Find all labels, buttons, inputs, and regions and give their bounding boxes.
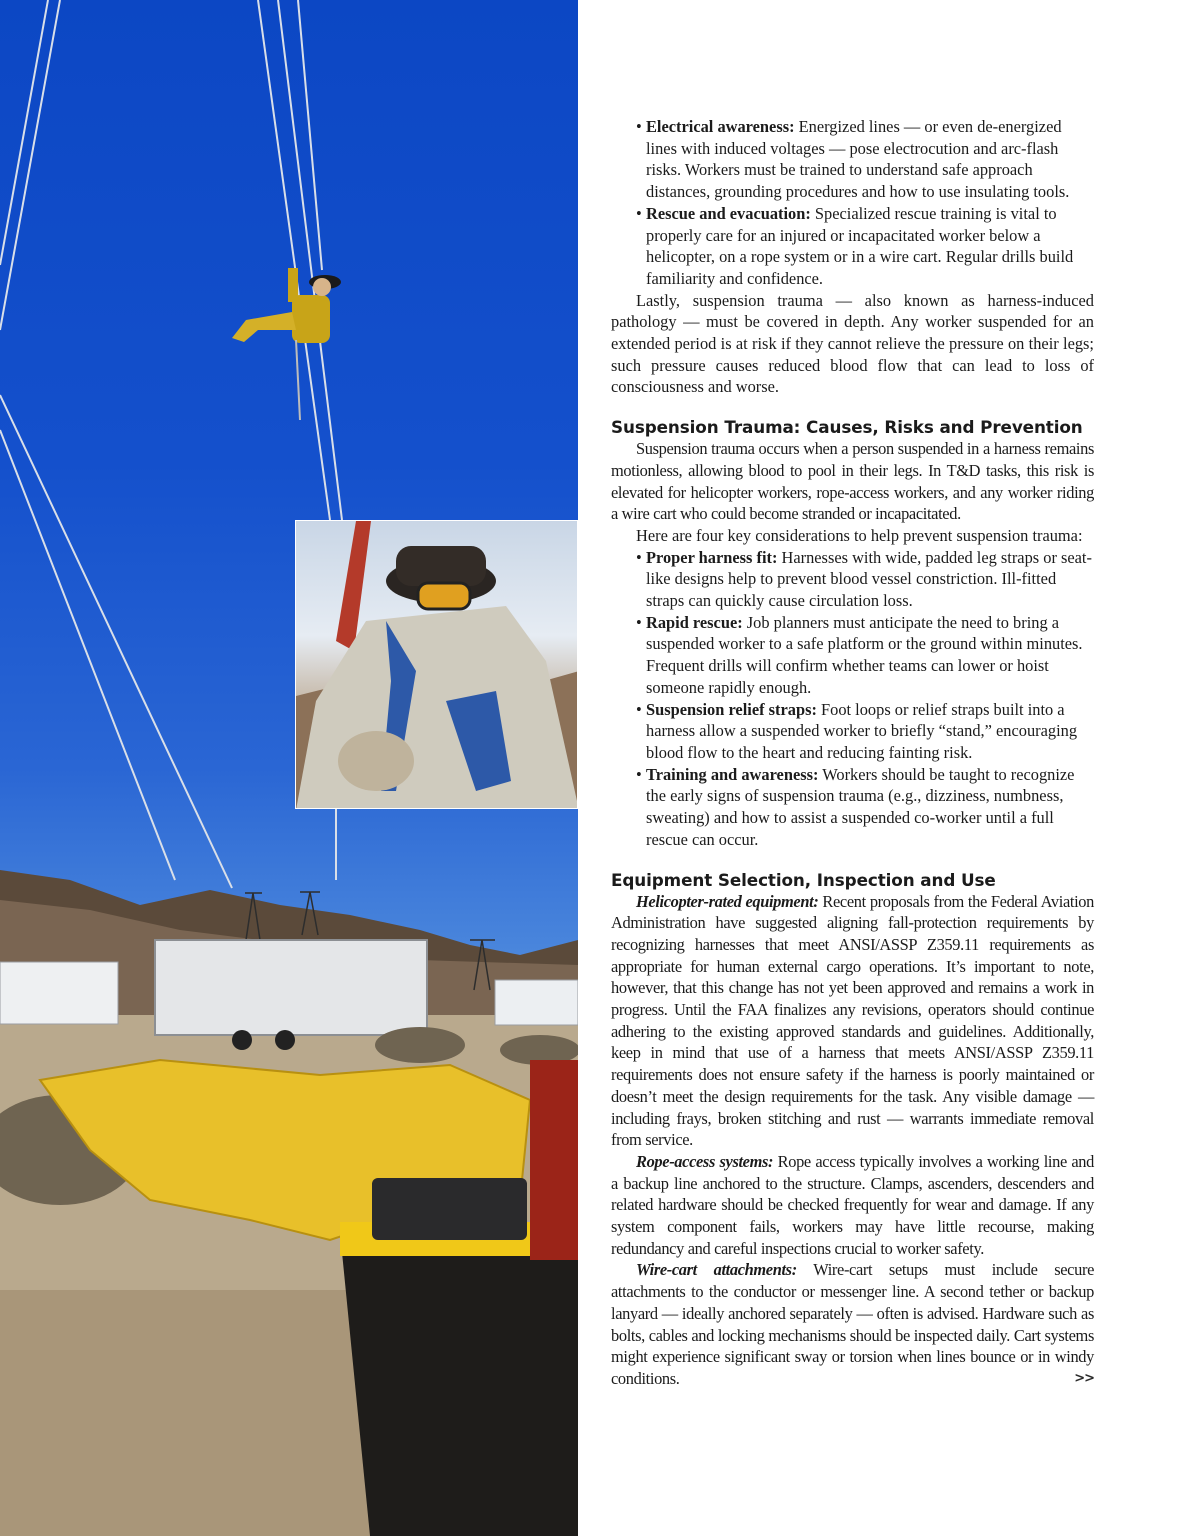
bullet-list-top [611, 116, 1094, 290]
text-rope-access: Rope access typically involves a working line and a backup line anchored to the structure. Clamps, ascenders, descenders and related hardware should be checked frequently for wear and damage. If any system component fails, workers may have little recourse, making redundancy and careful inspections crucial to worker safety. [611, 1151, 1094, 1258]
bullet-suspension-relief-straps [611, 699, 1094, 764]
bullet-label: Proper harness fit: [646, 547, 778, 567]
last-paragraph-row [611, 1259, 1094, 1389]
lead-wire-cart: Wire-cart attachments: [636, 1260, 797, 1280]
section-heading-equipment: Equipment Selection, Inspection and Use [611, 869, 996, 890]
paragraph-wire-cart [611, 1259, 1094, 1389]
glove [338, 731, 414, 791]
bullet-text: Energized lines — or even de-energized lines with induced voltages — pose electrocution and arc-flash risks. Workers must be trained to understand safe approach distances, grounding procedures and how to use insulating tools. [646, 117, 1070, 202]
bullet-proper-harness-fit [611, 547, 1094, 612]
text-wire-cart: Wire-cart setups must include secure attachments to the conductor or messenger line. A second tether or backup lanyard — ideally anchored separately — often is advised. Hardware such as bolts, cables and locking mechanisms should be inspected daily. Cart systems might experience significant sway or torsion when lines bounce or in windy conditions. [611, 1260, 1094, 1388]
text-helicopter-rated: Recent proposals from the Federal Aviation Administration have suggested aligning fall-protection requirements by recognizing harnesses that meet ANSI/ASSP Z359.11 requirements as appropriate for human external cargo operations. It’s important to note, however, that this change has not yet been approved and remains a work in progress. Until the FAA finalizes any revisions, operators should continue adhering to the existing approved standards and guidelines. Additionally, keep in mind that use of a harness that meets ANSI/ASSP Z359.11 requirements does not ensure safety if the harness is poorly maintained or doesn’t meet the design requirements for the task. Any visible damage — including frays, broken stitching and rust — warrants immediate removal from service. [611, 891, 1094, 1150]
bullet-label: Suspension relief straps: [646, 699, 817, 719]
bullet-label: Electrical awareness: [646, 117, 795, 136]
article-text-column [611, 116, 1094, 1390]
goggles [418, 583, 470, 609]
bullet-training-awareness [611, 764, 1094, 851]
section-heading-suspension-trauma: Suspension Trauma: Causes, Risks and Prevention [611, 417, 1083, 438]
bullet-list-considerations [611, 547, 1094, 851]
inset-photo-worker-closeup [295, 520, 578, 809]
paragraph-helicopter-rated [611, 891, 1094, 1151]
bullet-glyph: • [636, 612, 642, 632]
bullet-glyph: • [636, 547, 642, 567]
bullet-electrical-awareness [611, 116, 1094, 203]
bullet-label: Rescue and evacuation: [646, 203, 811, 223]
bullet-text: Workers should be taught to recognize the early signs of suspension trauma (e.g., dizziness, numbness, sweating) and how to assist a suspended co-worker until a full rescue can occur. [646, 764, 1075, 849]
paragraph-rope-access [611, 1151, 1094, 1260]
bullet-rescue-evacuation [611, 203, 1094, 290]
bullet-glyph: • [636, 203, 642, 223]
bullet-text: Job planners must anticipate the need to bring a suspended worker to a safe platform or the ground within minutes. Frequent drills will confirm whether teams can lower or hoist someone rapidly enough. [646, 612, 1083, 697]
bullet-text: Foot loops or relief straps built into a harness allow a suspended worker to briefly “stand,” encouraging blood flow to the heart and reducing fainting risk. [646, 699, 1078, 762]
lead-rope-access: Rope-access systems: [636, 1151, 774, 1171]
paragraph-lastly: Lastly, suspension trauma — also known as harness-induced pathology — must be covered in depth. Any worker suspended for an extended period is at risk if they cannot relieve the pressure on their legs; such pressure causes reduced blood flow that can lead to loss of consciousness and worse. [611, 290, 1094, 397]
bullet-glyph: • [636, 117, 642, 136]
lead-helicopter-rated: Helicopter-rated equipment: [636, 891, 819, 911]
bullet-glyph: • [636, 699, 642, 719]
bullet-rapid-rescue [611, 612, 1094, 699]
paragraph-suspension-intro: Suspension trauma occurs when a person suspended in a harness remains motionless, allowing blood to pool in their legs. In T&D tasks, this risk is elevated for helicopter workers, rope-access workers, and any worker riding a wire cart who could become stranded or incapacitated. [611, 439, 1094, 524]
bullet-label: Rapid rescue: [646, 612, 743, 632]
bullet-label: Training and awareness: [646, 764, 819, 784]
continue-arrows-icon: >> [1074, 1370, 1094, 1386]
power-lines [0, 0, 342, 888]
paragraph-four-considerations: Here are four key considerations to help prevent suspension trauma: [636, 525, 1083, 545]
bullet-text: Harnesses with wide, padded leg straps or seat-like designs help to prevent blood vessel constriction. Ill-fitted straps can quickly cause circulation loss. [646, 547, 1092, 611]
bullet-glyph: • [636, 764, 642, 784]
inset-scene [296, 521, 578, 809]
bullet-text: Specialized rescue training is vital to properly care for an injured or incapacitated worker below a helicopter, on a rope system or in a wire cart. Regular drills build familiarity and confidence. [646, 203, 1074, 288]
